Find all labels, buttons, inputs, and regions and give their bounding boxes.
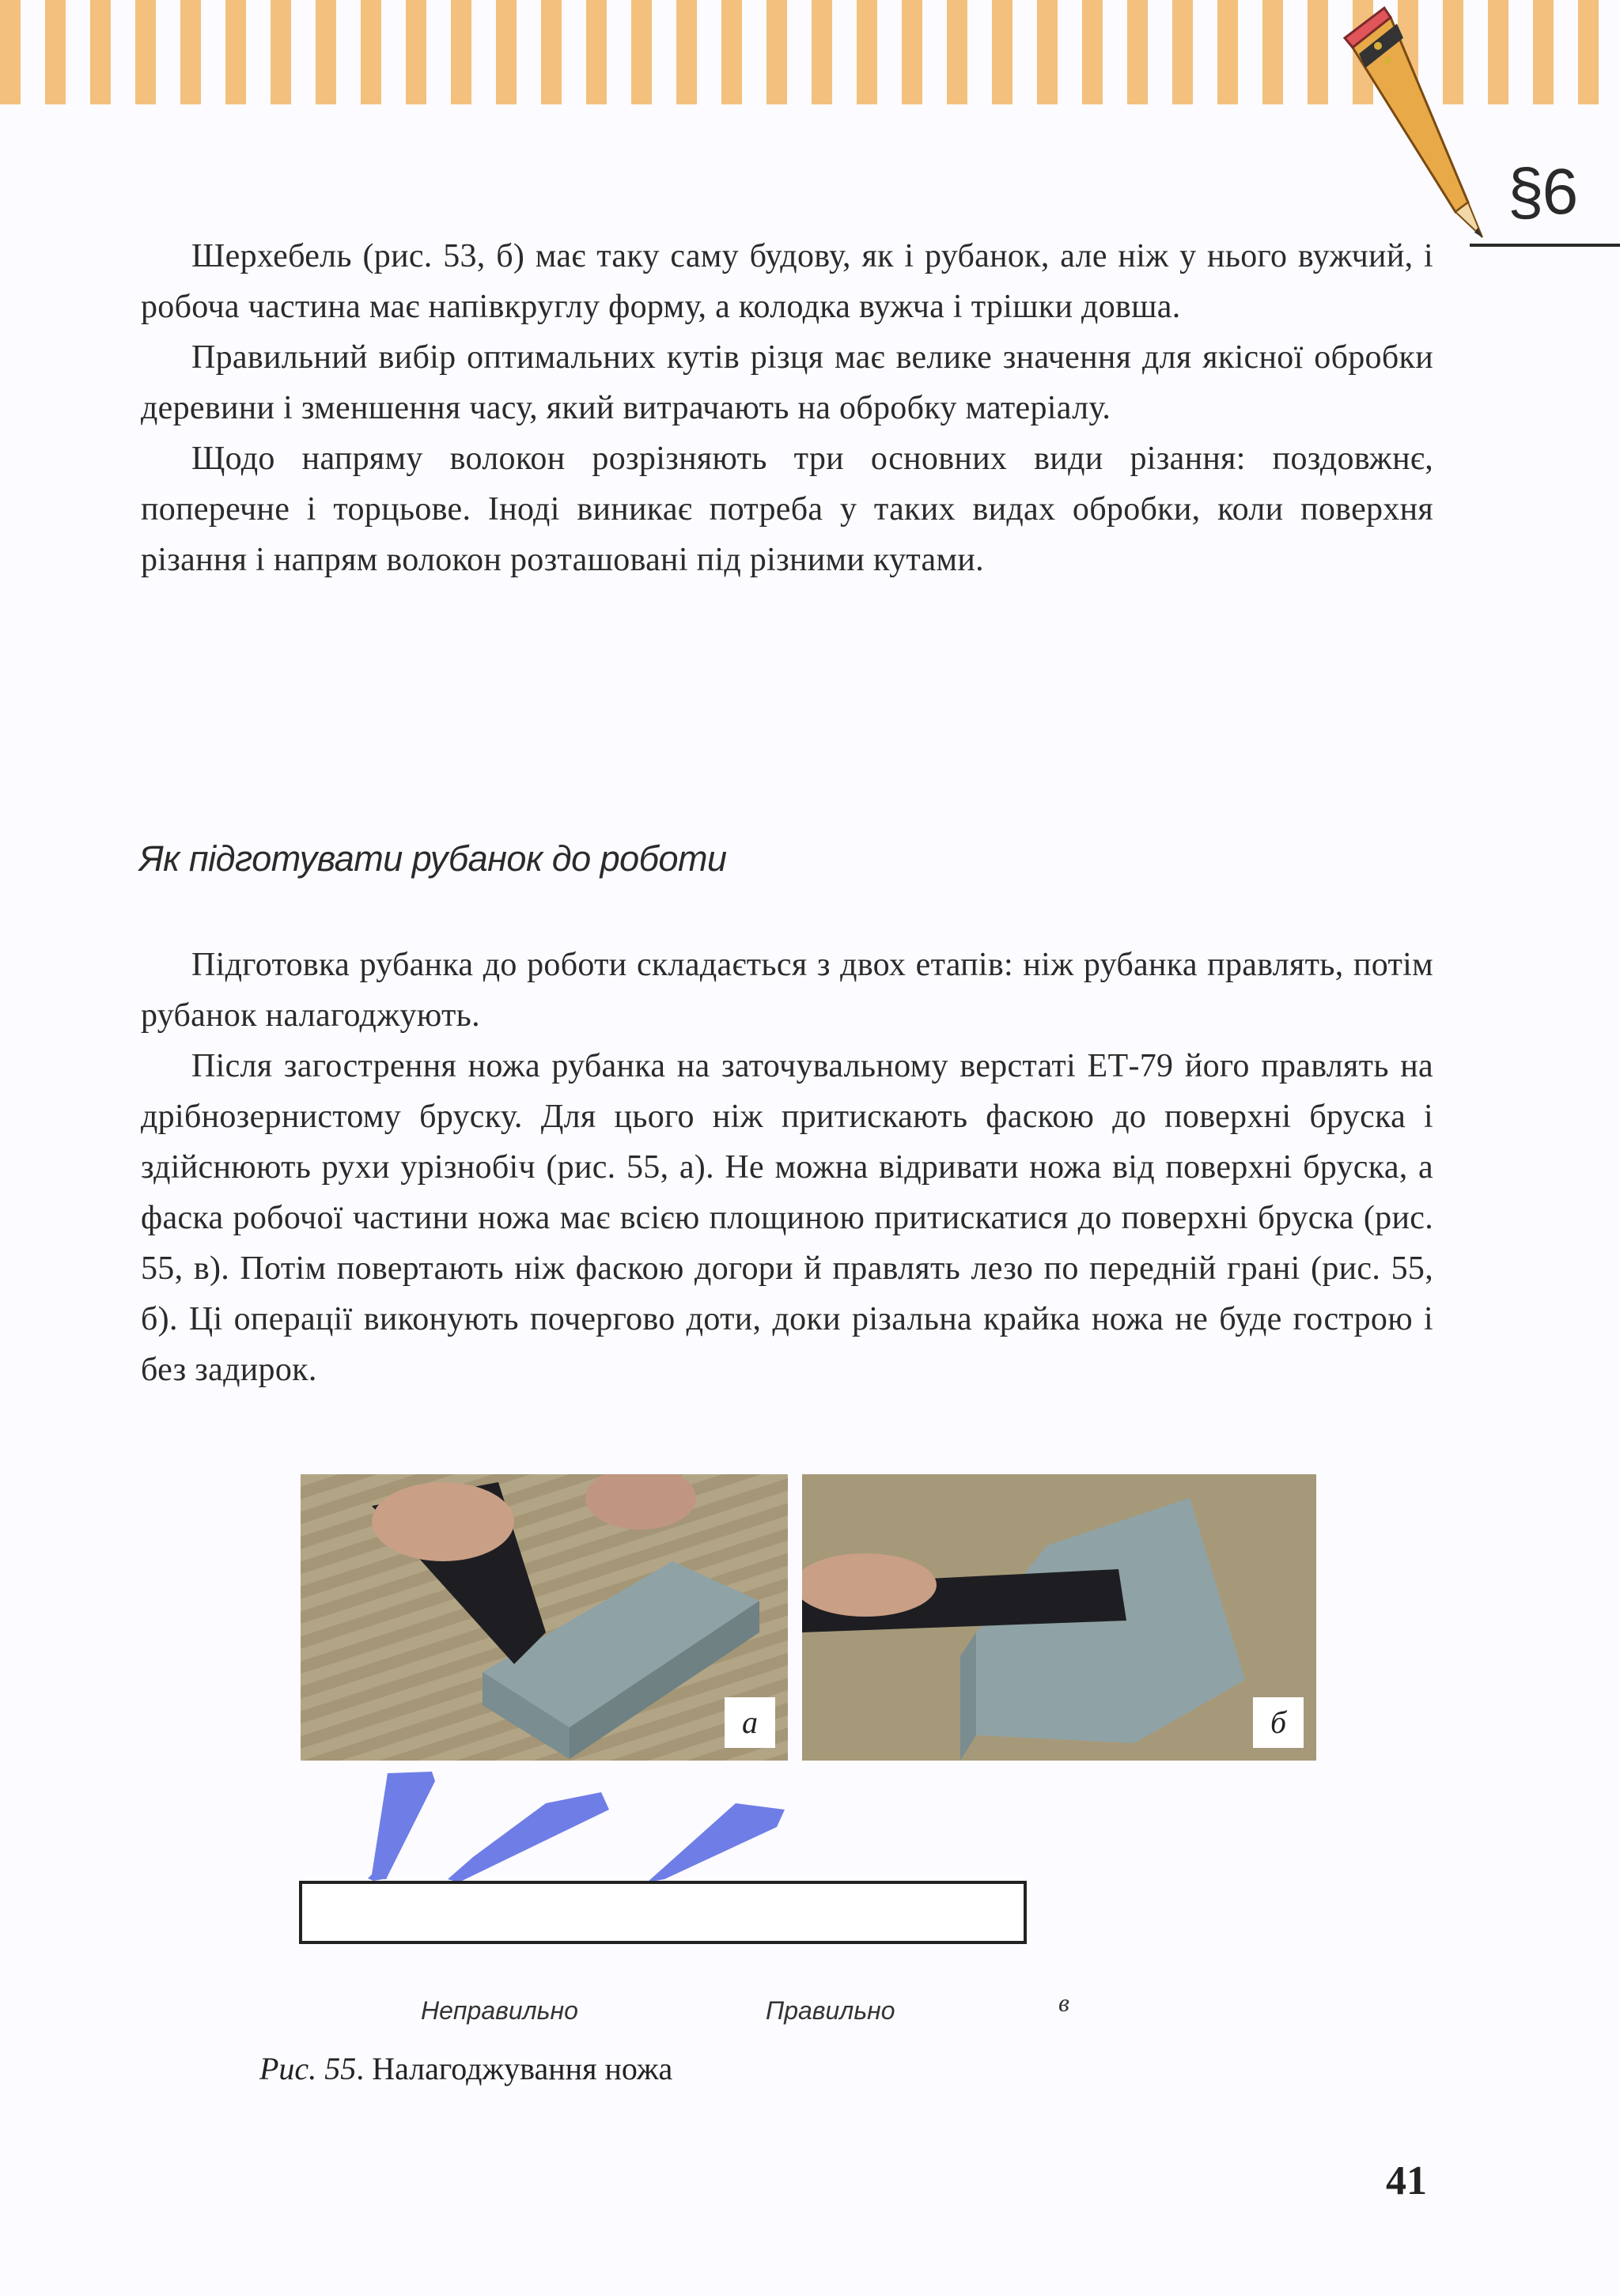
caption-text: . Налагоджування ножа [356,2051,673,2086]
whetstone-block [301,1882,1025,1942]
paragraph: Шерхебель (рис. 53, б) має таку саму будову, як і рубанок, але ніж у нього вужчий, і робоча частина має напівкруглу форму, а колодка вужча і трішки довша. [141,238,1433,325]
section-underline [1470,244,1620,247]
figure-caption [259,2050,672,2087]
paragraph: Щодо напряму волокон розрізняють три основних види різання: поздовжнє, поперечне і торцьове. Іноді виникає потреба у таких видах обробки, коли поверхня різання і напрям волокон розташовані під різними кутами. [141,441,1433,578]
photo-a-illustration [301,1474,788,1761]
photo-b-label: б [1253,1697,1304,1748]
photo-b [802,1474,1316,1761]
diagram-label-right: Правильно [766,1996,895,2025]
diagram-label-wrong: Неправильно [421,1996,578,2025]
blade-wrong-2 [448,1792,609,1882]
intro-text [141,231,1433,585]
caption-ref: Рис. 55 [259,2051,357,2086]
blade-right [647,1803,785,1882]
paragraph: Правильний вибір оптимальних кутів різця має велике значення для якісної обробки деревини і зменшення часу, який витрачають на обробку матеріалу. [141,339,1433,426]
section-number: §6 [1508,156,1577,228]
page-number: 41 [1386,2158,1427,2203]
blade-angle-diagram [293,1764,1084,2001]
photo-a [301,1474,788,1761]
paragraph: Підготовка рубанка до роботи складається з двох етапів: ніж рубанка правлять, потім рубанок налагоджують. [141,947,1433,1034]
photo-a-label: а [725,1697,775,1748]
section-heading: Як підготувати рубанок до роботи [139,838,727,879]
blade-wrong-1 [375,1772,435,1879]
paragraph: Після загострення ножа рубанка на заточувальному верстаті ЕТ-79 його правлять на дрібнозернистому бруску. Для цього ніж притискають фаскою до поверхні бруска і здійснюють рухи урізнобіч (рис. 55, а). Не можна відривати ножа від поверхні бруска, а фаска робочої частини ножа має всією площиною притискатися до поверхні бруска (рис. 55, в). Потім повертають ніж фаскою догори й правлять лезо по передній грані (рис. 55, б). Ці операції виконують почергово доти, доки різальна крайка ножа не буде гострою і без задирок. [141,1048,1433,1388]
pencil-icon [1337,0,1495,253]
diagram-letter: в [1058,1988,1069,2017]
photo-b-illustration [802,1474,1316,1761]
body-text [141,940,1433,1395]
